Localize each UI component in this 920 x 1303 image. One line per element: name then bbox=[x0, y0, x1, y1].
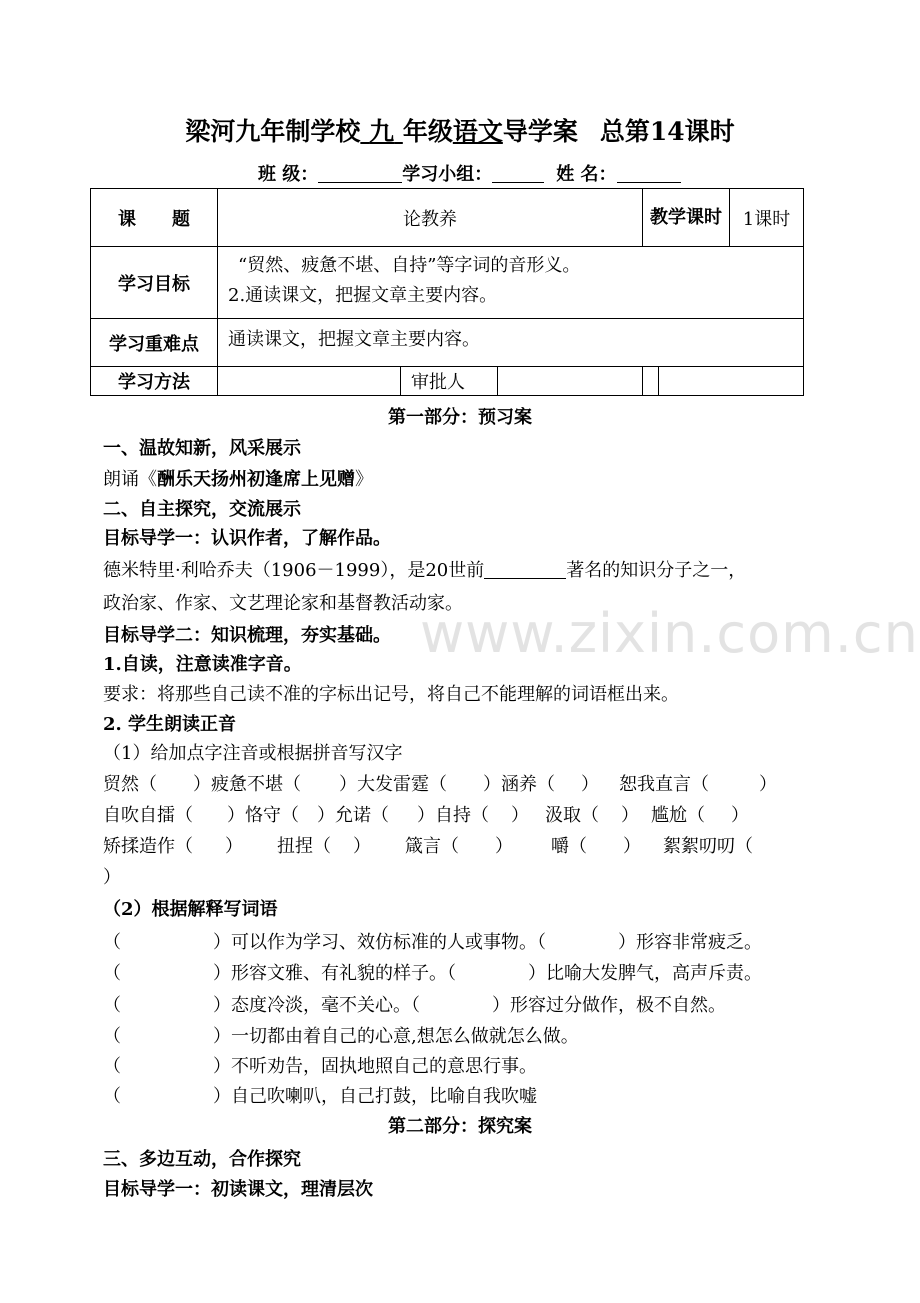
goal1-text-line2: 政治家、作家、文艺理论家和基督教活动家。 bbox=[103, 593, 463, 614]
part2-heading: 第二部分：探究案 bbox=[388, 1116, 532, 1137]
pinyin-row-3-end: ） bbox=[103, 867, 121, 888]
section2-heading: 二、自主探究，交流展示 bbox=[103, 499, 301, 520]
reading2-heading: 2. 学生朗读正音 bbox=[103, 714, 237, 735]
name-blank[interactable] bbox=[617, 164, 681, 183]
hours-label: 教学课时 bbox=[643, 189, 730, 247]
topic-value: 论教养 bbox=[218, 189, 643, 247]
pinyin-row-3: 矫揉造作（ ） 扭捏（ ） 箴言（ ） 嚼（ ） 絮絮叨叨（ bbox=[103, 836, 753, 857]
class-blank[interactable] bbox=[318, 164, 402, 183]
title-subject: 语文 bbox=[452, 117, 503, 146]
reading1-text: 要求：将那些自己读不准的字标出记号，将自己不能理解的词语框出来。 bbox=[103, 684, 679, 705]
title-grade: 九 bbox=[369, 117, 395, 146]
topic-label: 课 题 bbox=[91, 189, 218, 247]
pinyin-row-1: 贸然（ ）疲惫不堪（ ）大发雷霆（ ）涵养（ ） 恕我直言（ ） bbox=[103, 774, 777, 795]
section1-text: 朗诵《酬乐天扬州初逢席上见赠》 bbox=[103, 469, 373, 490]
section1-heading: 一、温故知新，风采展示 bbox=[103, 438, 301, 459]
part1-heading: 第一部分：预习案 bbox=[388, 407, 532, 428]
definition-row: （ ）形容文雅、有礼貌的样子。（ ）比喻大发脾气，高声斥责。 bbox=[103, 963, 762, 984]
definition-row: （ ）一切都由着自己的心意,想怎么做就怎么做。 bbox=[103, 1026, 579, 1047]
lesson-info-table bbox=[90, 188, 804, 396]
method-label: 学习方法 bbox=[91, 367, 218, 396]
goal1-text-line1: 德米特里·利哈乔夫（1906－1999），是20世前 著名的知识分子之一， bbox=[103, 560, 747, 581]
name-label: 姓 名： bbox=[556, 164, 617, 185]
goal2-heading: 目标导学二：知识梳理，夯实基础。 bbox=[103, 625, 391, 646]
class-label: 班 级： bbox=[258, 164, 319, 185]
reading1-heading: 1.自读，注意读准字音。 bbox=[103, 654, 302, 675]
key-points-value: 通读课文，把握文章主要内容。 bbox=[218, 319, 804, 367]
group-blank[interactable] bbox=[492, 164, 544, 183]
goal-line-2: 2.通读课文，把握文章主要内容。 bbox=[228, 285, 498, 306]
group-label: 学习小组： bbox=[402, 164, 493, 185]
definition-row: （ ）态度冷淡，毫不关心。（ ）形容过分做作，极不自然。 bbox=[103, 995, 726, 1016]
goal-label: 学习目标 bbox=[91, 247, 218, 319]
title-school: 梁河九年制学校 bbox=[185, 117, 361, 146]
definition-row: （ ）不听劝告，固执地照自己的意思行事。 bbox=[103, 1056, 537, 1077]
title-rest: 导学案 bbox=[502, 117, 578, 146]
goal-line-1: “贸然、疲惫不堪、自持”等字词的音形义。 bbox=[238, 255, 581, 276]
title-lesson: 总第14课时 bbox=[599, 117, 735, 146]
hours-value: 1课时 bbox=[730, 189, 804, 247]
key-points-label: 学习重难点 bbox=[91, 319, 218, 367]
title-grade-suffix: 年级 bbox=[402, 117, 453, 146]
definition-row: （ ）可以作为学习、效仿标准的人或事物。（ ）形容非常疲乏。 bbox=[103, 932, 762, 953]
blank-cell-a[interactable] bbox=[643, 367, 658, 395]
goal1-heading: 目标导学一：认识作者，了解作品。 bbox=[103, 528, 391, 549]
approver-label: 审批人 bbox=[401, 367, 498, 396]
page-title bbox=[0, 112, 920, 148]
student-info-line bbox=[258, 160, 681, 186]
pinyin-row-2: 自吹自擂（ ）恪守（ ）允诺（ ）自持（ ） 汲取（ ） 尴尬（ ） bbox=[103, 805, 749, 826]
section3-heading: 三、多边互动，合作探究 bbox=[103, 1149, 301, 1170]
question2-heading: （2）根据解释写词语 bbox=[103, 899, 278, 920]
blank-cell-b[interactable] bbox=[659, 367, 803, 395]
poem-title: 酬乐天扬州初逢席上见赠 bbox=[157, 469, 355, 490]
goal3-heading: 目标导学一：初读课文，理清层次 bbox=[103, 1179, 373, 1200]
method-value[interactable] bbox=[218, 367, 401, 396]
era-blank[interactable] bbox=[484, 560, 566, 579]
question1-heading: （1）给加点字注音或根据拼音写汉字 bbox=[103, 743, 403, 764]
definition-row: （ ）自己吹喇叭，自己打鼓，比喻自我吹嘘 bbox=[103, 1086, 537, 1107]
blank-cells bbox=[643, 367, 804, 396]
goal-value bbox=[218, 247, 804, 319]
approver-value[interactable] bbox=[498, 367, 643, 396]
watermark: www.zixin.com.cn bbox=[420, 602, 919, 665]
